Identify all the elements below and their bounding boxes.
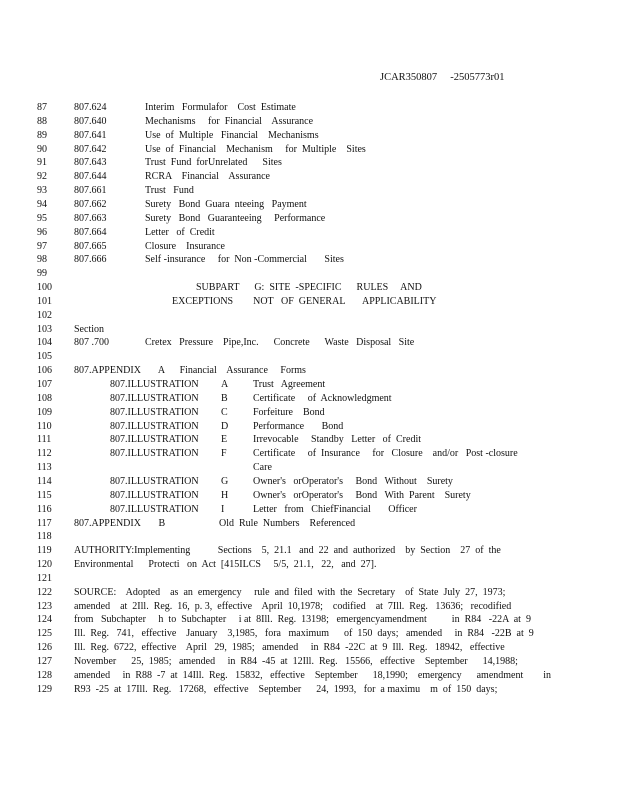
line-text: 807.663 <box>74 212 107 224</box>
document-line <box>0 517 618 530</box>
line-text: Owner's orOperator's Bond Without Surety <box>253 475 453 487</box>
line-text: R93 -25 at 17Ill. Reg. 17268, effective September 24, 1993, for a maximu m of 150 days; <box>74 683 498 695</box>
document-line <box>0 281 618 294</box>
document-line <box>0 101 618 114</box>
document-line <box>0 350 618 363</box>
line-text: 807.641 <box>74 129 107 141</box>
document-line <box>0 143 618 156</box>
line-number: 116 <box>37 503 52 515</box>
line-text: 807.661 <box>74 185 107 197</box>
line-text: G <box>221 475 229 487</box>
line-number: 100 <box>37 282 52 294</box>
line-text: 807.ILLUSTRATION <box>110 489 199 501</box>
line-text: 807.643 <box>74 157 107 169</box>
document-line <box>0 433 618 446</box>
document-line <box>0 558 618 571</box>
line-text: Mechanisms for Financial Assurance <box>145 115 314 127</box>
line-text: Use of Multiple Financial Mechanisms <box>145 129 319 141</box>
line-number: 92 <box>37 171 47 183</box>
line-number: 110 <box>37 420 52 432</box>
line-text: E <box>221 434 228 446</box>
line-number: 112 <box>37 448 52 460</box>
line-number: 122 <box>37 586 52 598</box>
line-number: 105 <box>37 351 52 363</box>
line-number: 106 <box>37 365 52 377</box>
line-text: 807.665 <box>74 240 107 252</box>
line-text: Self -insurance for Non -Commercial Sites <box>145 254 344 266</box>
document-line <box>0 406 618 419</box>
line-number: 103 <box>37 323 52 335</box>
document-line <box>0 572 618 585</box>
line-number: 87 <box>37 102 47 113</box>
line-number: 126 <box>37 642 52 654</box>
line-text: Section <box>74 323 104 335</box>
document-line <box>0 170 618 183</box>
line-number: 89 <box>37 129 47 141</box>
line-text: amended at 2Ill. Reg. 16, p. 3, effective April 10,1978; codified at 7Ill. Reg. 13636; recodified <box>74 600 512 612</box>
line-text: Use of Financial Mechanism for Multiple Sites <box>145 143 366 155</box>
document-line <box>0 669 618 682</box>
line-text: SUBPART G: SITE -SPECIFIC RULES AND <box>196 282 422 294</box>
document-line <box>0 156 618 169</box>
line-text: Surety Bond Guaranteeing Performance <box>145 212 326 224</box>
document-line <box>0 641 618 654</box>
line-text: AUTHORITY:Implementing Sections 5, 21.1 and 22 and authorized by Section 27 of the <box>74 545 501 557</box>
line-text: Ill. Reg. 741, effective January 3,1985, fora maximum of 150 days; amended in R84 -22B at 9 <box>74 628 534 640</box>
line-text: Surety Bond Guara nteeing Payment <box>145 198 307 210</box>
line-number: 97 <box>37 240 47 252</box>
line-text: C <box>221 406 228 418</box>
line-number: 129 <box>37 683 52 695</box>
line-text: 807.APPENDIX A Financial Assurance Forms <box>74 365 306 377</box>
line-text: Forfeiture Bond <box>253 406 325 418</box>
document-line <box>0 461 618 474</box>
line-text: Trust Fund <box>145 185 194 197</box>
line-number: 113 <box>37 462 52 474</box>
line-number: 104 <box>37 337 52 349</box>
line-text: November 25, 1985; amended in R84 -45 at 12Ill. Reg. 15566, effective September 14,1988; <box>74 656 518 667</box>
document-line <box>0 683 618 696</box>
document-id: JCAR350807 -2505773r01 <box>380 72 505 83</box>
line-text: A <box>221 379 229 390</box>
line-text: Trust Agreement <box>253 379 326 390</box>
line-text: SOURCE: Adopted as an emergency rule and filed with the Secretary of State July 27, 1973; <box>74 586 506 598</box>
line-text: 807.ILLUSTRATION <box>110 379 199 390</box>
document-line <box>0 309 618 322</box>
line-text: Cretex Pressure Pipe,Inc. Concrete Waste Disposal Site <box>145 337 415 349</box>
document-line <box>0 447 618 460</box>
line-text: 807.ILLUSTRATION <box>110 434 199 446</box>
line-text: 807.624 <box>74 102 107 113</box>
document-line <box>0 212 618 225</box>
document-line <box>0 627 618 640</box>
line-text: Environmental Protecti on Act [415ILCS 5/5, 21.1, 22, and 27]. <box>74 559 377 571</box>
line-number: 99 <box>37 268 47 280</box>
line-text: 807.ILLUSTRATION <box>110 406 199 418</box>
line-number: 109 <box>37 406 52 418</box>
document-line <box>0 295 618 308</box>
document-line <box>0 544 618 557</box>
document-line <box>0 475 618 488</box>
document-line <box>0 420 618 433</box>
line-text: EXCEPTIONS NOT OF GENERAL APPLICABILITY <box>172 295 437 307</box>
line-text: Closure Insurance <box>145 240 225 252</box>
document-line <box>0 129 618 142</box>
line-text: 807.ILLUSTRATION <box>110 503 199 515</box>
line-text: Letter from ChiefFinancial Officer <box>253 503 417 515</box>
line-text: Certificate of Acknowledgment <box>253 392 392 404</box>
document-line <box>0 226 618 239</box>
line-text: Irrevocable Standby Letter of Credit <box>253 434 421 446</box>
line-text: 807.ILLUSTRATION <box>110 392 199 404</box>
line-text: 807.644 <box>74 171 107 183</box>
document-line <box>0 198 618 211</box>
line-number: 93 <box>37 185 47 197</box>
line-text: I <box>221 503 225 515</box>
document-line <box>0 489 618 502</box>
line-number: 119 <box>37 545 52 557</box>
document-line <box>0 336 618 349</box>
line-number: 121 <box>37 572 52 584</box>
line-text: from Subchapter h to Subchapter i at 8Ill. Reg. 13198; emergencyamendment in R84 -22A at 9 <box>74 614 531 626</box>
line-text: Performance Bond <box>253 420 344 432</box>
line-text: 807.640 <box>74 115 107 127</box>
line-text: B <box>221 392 228 404</box>
document-line <box>0 586 618 599</box>
line-text: 807.APPENDIX B <box>74 517 166 529</box>
line-number: 120 <box>37 559 52 571</box>
line-number: 88 <box>37 115 47 127</box>
line-number: 117 <box>37 517 52 529</box>
line-text: H <box>221 489 229 501</box>
line-text: Old Rule Numbers Referenced <box>219 517 356 529</box>
document-line <box>0 184 618 197</box>
document-line <box>0 392 618 405</box>
line-text: Ill. Reg. 6722, effective April 29, 1985; amended in R84 -22C at 9 Ill. Reg. 18942, effective <box>74 642 505 654</box>
document-line <box>0 267 618 280</box>
line-number: 90 <box>37 143 47 155</box>
line-number: 128 <box>37 669 52 681</box>
document-line <box>0 378 618 391</box>
line-text: F <box>221 448 227 460</box>
document-line <box>0 600 618 613</box>
line-number: 118 <box>37 531 52 543</box>
line-number: 91 <box>37 157 47 169</box>
document-line <box>0 655 618 668</box>
document-line <box>0 253 618 266</box>
line-number: 107 <box>37 379 52 390</box>
line-text: Letter of Credit <box>145 226 215 238</box>
line-number: 125 <box>37 628 52 640</box>
line-number: 114 <box>37 475 52 487</box>
document-line <box>0 530 618 543</box>
document-line <box>0 323 618 336</box>
line-number: 102 <box>37 309 52 321</box>
line-text: 807.664 <box>74 226 107 238</box>
line-number: 108 <box>37 392 52 404</box>
line-number: 94 <box>37 198 47 210</box>
line-number: 127 <box>37 656 52 667</box>
line-text: 807 .700 <box>74 337 109 349</box>
line-text: 807.666 <box>74 254 107 266</box>
line-text: RCRA Financial Assurance <box>145 171 270 183</box>
document-line <box>0 115 618 128</box>
line-text: Interim Formulafor Cost Estimate <box>145 102 296 113</box>
line-text: 807.ILLUSTRATION <box>110 475 199 487</box>
line-text: Care <box>253 462 272 474</box>
line-text: Trust Fund forUnrelated Sites <box>145 157 282 169</box>
line-number: 95 <box>37 212 47 224</box>
line-number: 124 <box>37 614 52 626</box>
line-number: 115 <box>37 489 52 501</box>
line-number: 98 <box>37 254 47 266</box>
line-number: 96 <box>37 226 47 238</box>
line-text: D <box>221 420 229 432</box>
line-text: 807.662 <box>74 198 107 210</box>
line-number: 101 <box>37 295 52 307</box>
line-text: Certificate of Insurance for Closure and/or Post -closure <box>253 448 518 460</box>
line-text: 807.ILLUSTRATION <box>110 448 199 460</box>
document-line <box>0 503 618 516</box>
line-text: amended in R88 -7 at 14Ill. Reg. 15832, effective September 18,1990; emergency amendment in <box>74 669 552 681</box>
line-number: 123 <box>37 600 52 612</box>
document-line <box>0 364 618 377</box>
line-text: Owner's orOperator's Bond With Parent Surety <box>253 489 471 501</box>
line-text: 807.642 <box>74 143 107 155</box>
line-text: 807.ILLUSTRATION <box>110 420 199 432</box>
line-number: 111 <box>37 434 52 446</box>
document-line <box>0 240 618 253</box>
document-line <box>0 613 618 626</box>
